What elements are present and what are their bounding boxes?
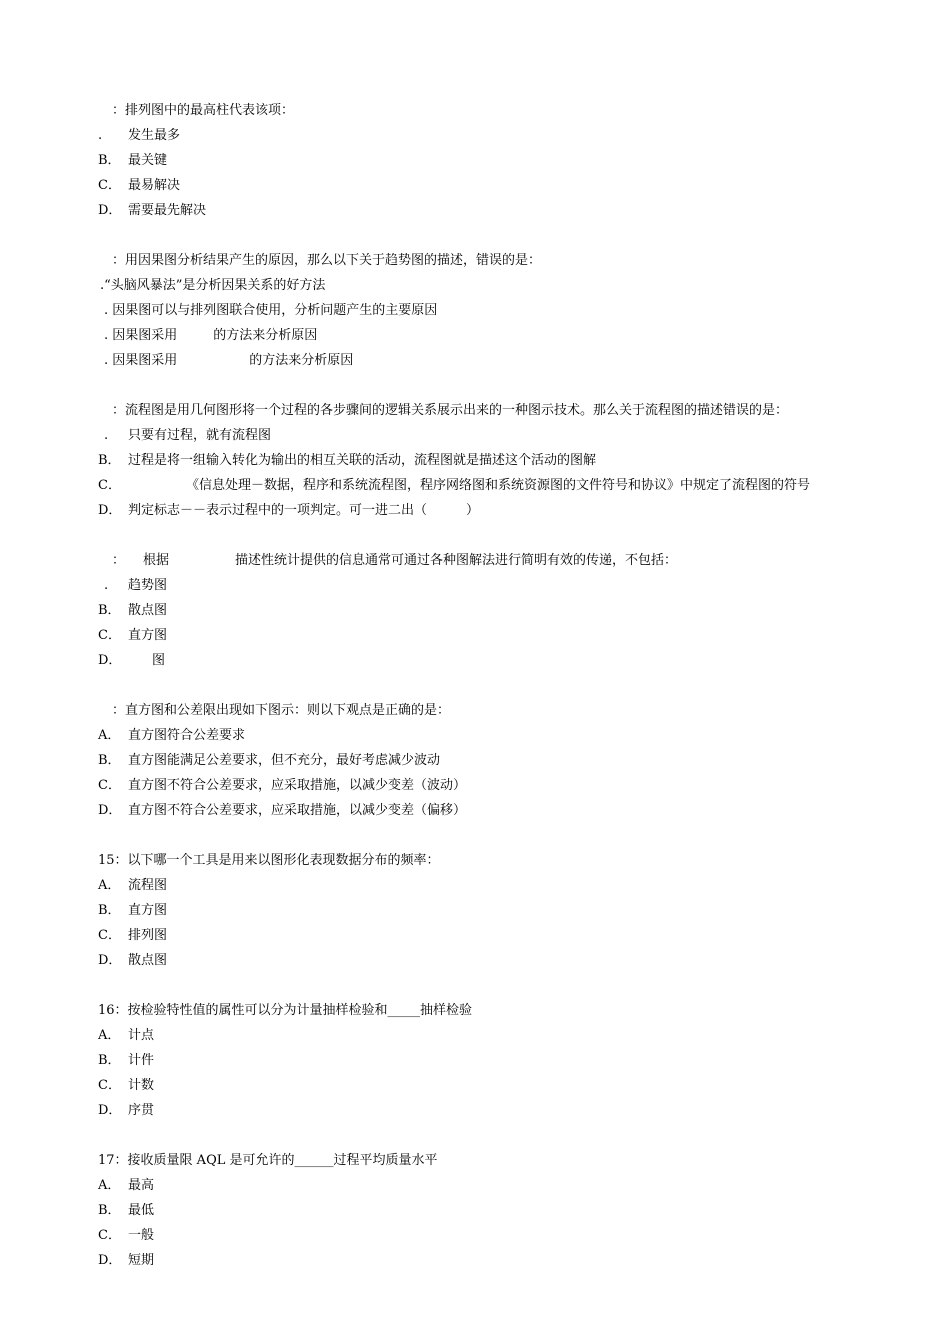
- option-a: .“头脑风暴法”是分析因果关系的好方法: [100, 278, 326, 293]
- option-letter: D．: [98, 953, 122, 968]
- option-text: [128, 473, 858, 498]
- option-text: 直方图不符合公差要求，应采取措施，以减少变差（波动）: [128, 778, 467, 793]
- option-c: [0, 323, 950, 348]
- question-2: [0, 248, 950, 373]
- option-letter: C．: [98, 478, 121, 493]
- question-stem: 17：接收质量限 AQL 是可允许的______过程平均质量水平: [98, 1153, 438, 1168]
- option-text-pre: . 因果图采用: [104, 353, 178, 368]
- option-c: [0, 623, 950, 648]
- option-letter: C．: [98, 778, 121, 793]
- option-letter: C．: [98, 1078, 121, 1093]
- question-stem: ：用因果图分析结果产生的原因，那么以下关于趋势图的描述，错误的是：: [112, 253, 542, 268]
- question-17: [0, 1148, 950, 1273]
- option-a: [0, 573, 950, 598]
- option-d: [0, 498, 950, 523]
- stem-lead: 根据: [143, 553, 170, 568]
- option-text: 最易解决: [128, 178, 181, 193]
- option-letter: B．: [98, 1053, 121, 1068]
- option-d: [0, 948, 950, 973]
- question-3: [0, 398, 950, 523]
- option-text: 最高: [128, 1178, 155, 1193]
- option-text: 排列图: [128, 928, 168, 943]
- option-c: [0, 1223, 950, 1248]
- option-text-post: 的方法来分析原因: [249, 353, 354, 368]
- option-letter: D．: [98, 203, 122, 218]
- option-letter: B．: [98, 903, 121, 918]
- question-stem: 15：以下哪一个工具是用来以图形化表现数据分布的频率：: [98, 853, 440, 868]
- document-page: [0, 98, 950, 1298]
- option-d: [0, 648, 950, 673]
- question-stem: 16：按检验特性值的属性可以分为计量抽样检验和_____抽样检验: [98, 1003, 473, 1018]
- option-text: 短期: [128, 1253, 155, 1268]
- option-text-pre: . 因果图采用: [104, 328, 178, 343]
- question-stem: ：直方图和公差限出现如下图示：则以下观点是正确的是：: [112, 703, 451, 718]
- option-text: 计件: [128, 1053, 155, 1068]
- option-c: [0, 473, 950, 498]
- option-text: 流程图: [128, 878, 168, 893]
- option-letter: A．: [98, 728, 121, 743]
- option-c: [0, 773, 950, 798]
- option-letter: D．: [98, 803, 122, 818]
- option-letter: D．: [98, 503, 122, 518]
- option-letter: C．: [98, 928, 121, 943]
- question-4: [0, 548, 950, 673]
- option-c: [0, 923, 950, 948]
- option-b: [0, 898, 950, 923]
- option-a: [0, 723, 950, 748]
- option-b: [0, 598, 950, 623]
- option-text: 散点图: [128, 953, 168, 968]
- option-text: 直方图能满足公差要求，但不充分，最好考虑减少波动: [128, 753, 441, 768]
- option-text-post: 的方法来分析原因: [213, 328, 318, 343]
- option-text: 直方图符合公差要求: [128, 728, 246, 743]
- option-a: [0, 123, 950, 148]
- option-text: 散点图: [128, 603, 168, 618]
- option-a: [0, 1023, 950, 1048]
- option-letter: A．: [98, 1028, 121, 1043]
- stem-body: 描述性统计提供的信息通常可通过各种图解法进行简明有效的传递，不包括：: [235, 553, 678, 568]
- option-a: [0, 423, 950, 448]
- option-text: 直方图: [128, 903, 168, 918]
- option-text: 序贯: [128, 1103, 155, 1118]
- option-b: . 因果图可以与排列图联合使用，分析问题产生的主要原因: [104, 303, 438, 318]
- stem-colon: ：: [112, 553, 126, 568]
- option-d: [0, 798, 950, 823]
- option-letter: .: [98, 128, 103, 143]
- option-b: [0, 748, 950, 773]
- option-text: 图: [152, 653, 166, 668]
- option-c: [0, 1073, 950, 1098]
- option-b: [0, 1198, 950, 1223]
- option-letter: D．: [98, 1103, 122, 1118]
- option-a: [0, 1173, 950, 1198]
- option-letter: D．: [98, 1253, 122, 1268]
- option-letter: B．: [98, 1203, 121, 1218]
- option-letter: .: [104, 428, 109, 443]
- option-letter: C．: [98, 628, 121, 643]
- option-text: 直方图: [128, 628, 168, 643]
- option-letter: D．: [98, 653, 122, 668]
- option-b: [0, 1048, 950, 1073]
- option-letter: B．: [98, 603, 121, 618]
- option-text: 一般: [128, 1228, 155, 1243]
- option-text-body: 《信息处理－数据，程序和系统流程图，程序网络图和系统资源图的文件符号和协议》中规定了流程图的符号: [186, 478, 811, 493]
- option-letter: A．: [98, 1178, 121, 1193]
- option-d: [0, 1248, 950, 1273]
- question-16: [0, 998, 950, 1123]
- option-text: 过程是将一组输入转化为输出的相互关联的活动，流程图就是描述这个活动的图解: [128, 453, 597, 468]
- option-b: [0, 148, 950, 173]
- option-letter: .: [104, 578, 109, 593]
- option-b: [0, 448, 950, 473]
- option-text: 需要最先解决: [128, 203, 207, 218]
- option-d: [0, 198, 950, 223]
- option-letter: B．: [98, 753, 121, 768]
- option-text: 最关键: [128, 153, 168, 168]
- option-a: [0, 873, 950, 898]
- option-text: 直方图不符合公差要求，应采取措施，以减少变差（偏移）: [128, 803, 467, 818]
- option-c: [0, 173, 950, 198]
- option-text: 计数: [128, 1078, 155, 1093]
- option-letter: C．: [98, 1228, 121, 1243]
- option-text: 发生最多: [128, 128, 181, 143]
- question-1: [0, 98, 950, 223]
- question-5: [0, 698, 950, 823]
- option-letter: B．: [98, 153, 121, 168]
- option-text: 只要有过程，就有流程图: [128, 428, 272, 443]
- option-letter: B．: [98, 453, 121, 468]
- option-d: [0, 1098, 950, 1123]
- question-15: [0, 848, 950, 973]
- option-text: 计点: [128, 1028, 155, 1043]
- question-stem: ：排列图中的最高柱代表该项：: [112, 103, 295, 118]
- question-stem: ：流程图是用几何图形将一个过程的各步骤间的逻辑关系展示出来的一种图示技术。那么关于流程图的描述错误的是：: [112, 403, 789, 418]
- option-letter: A．: [98, 878, 121, 893]
- question-stem: [0, 548, 950, 573]
- option-text: 趋势图: [128, 578, 168, 593]
- option-text: 判定标志－－表示过程中的一项判定。可一进二出（ ）: [128, 503, 480, 518]
- option-letter: C．: [98, 178, 121, 193]
- option-text: 最低: [128, 1203, 155, 1218]
- option-d: [0, 348, 950, 373]
